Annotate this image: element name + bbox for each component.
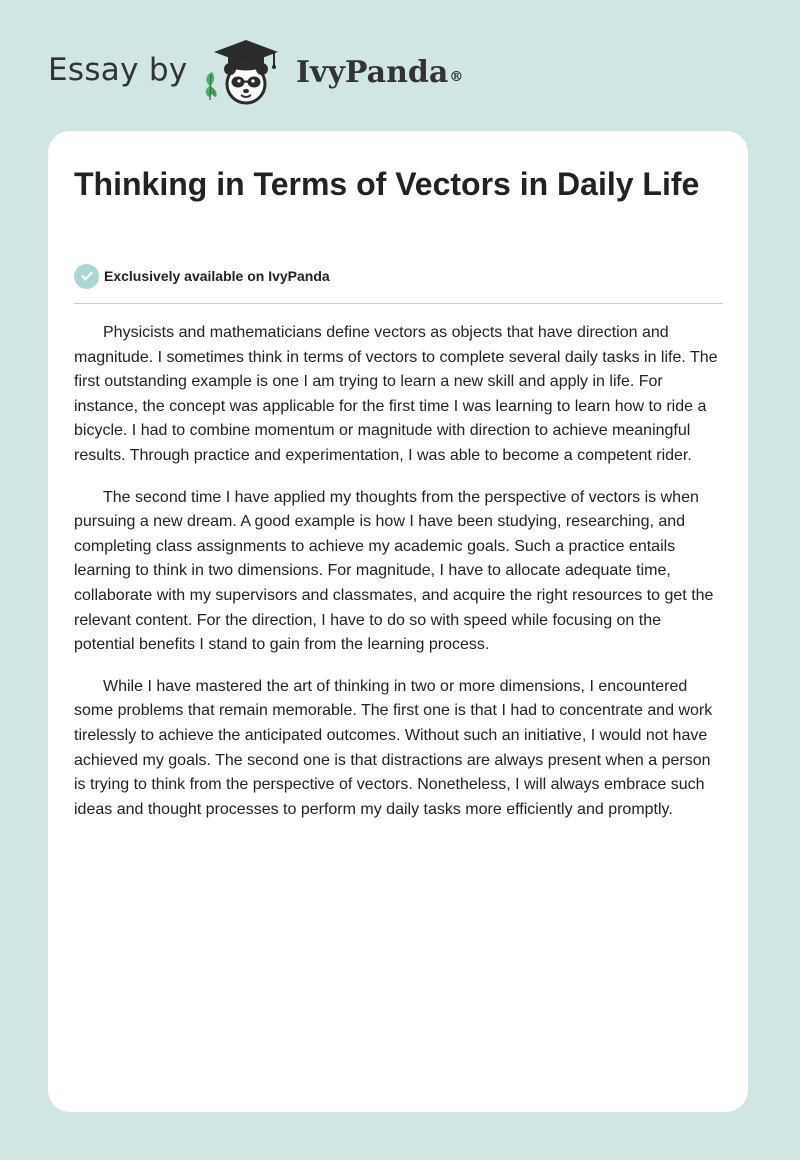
brand-logo-text[interactable] <box>296 53 463 93</box>
page-title: Thinking in Terms of Vectors in Daily Life <box>74 166 700 202</box>
badge-label: Exclusively available on IvyPanda <box>104 268 330 284</box>
paragraph-3: While I have mastered the art of thinking in two or more dimensions, I encountered some problems that remain memorable. The first one is that I had to concentrate and work tirelessly to achieve the anticipated outcomes. Without such an initiative, I would not have achieved my goals. The second one is that distractions are always present when a person is trying to think from the perspective of vectors. Nonetheless, I will always embrace such ideas and thought processes to perform my daily tasks more efficiently and promptly. <box>74 677 713 818</box>
essay-body <box>74 321 724 839</box>
paragraph-1: Physicists and mathematicians define vectors as objects that have direction and magnitude. I sometimes think in terms of vectors to complete several daily tasks in life. The first outstanding example is one I am trying to learn a new skill and apply in life. For instance, the concept was applicable for the first time I was learning to learn how to ride a bicycle. I had to combine momentum or magnitude with direction to achieve meaningful results. Through practice and experimentation, I was able to become a competent rider. <box>74 324 718 464</box>
divider <box>74 303 723 304</box>
paragraph-2: The second time I have applied my thoughts from the perspective of vectors is when pursuing a new dream. A good example is how I have been studying, researching, and completing class assignments to achieve my academic goals. Such a practice entails learning to think in two dimensions. For magnitude, I have to allocate adequate time, collaborate with my supervisors and classmates, and acquire the right resources to get the relevant content. For the direction, I have to do so with speed while focusing on the potential benefits I stand to gain from the learning process. <box>74 488 714 654</box>
registered-mark: ® <box>449 69 464 85</box>
site-header <box>0 0 800 130</box>
exclusive-badge <box>74 263 330 289</box>
check-icon <box>74 264 99 289</box>
essay-by-label: Essay by <box>48 52 188 88</box>
panda-graduation-cap-icon[interactable] <box>200 36 292 108</box>
ivy-leaf-icon <box>206 72 217 100</box>
essay-card <box>48 131 748 1112</box>
brand-name: IvyPanda <box>296 55 449 90</box>
